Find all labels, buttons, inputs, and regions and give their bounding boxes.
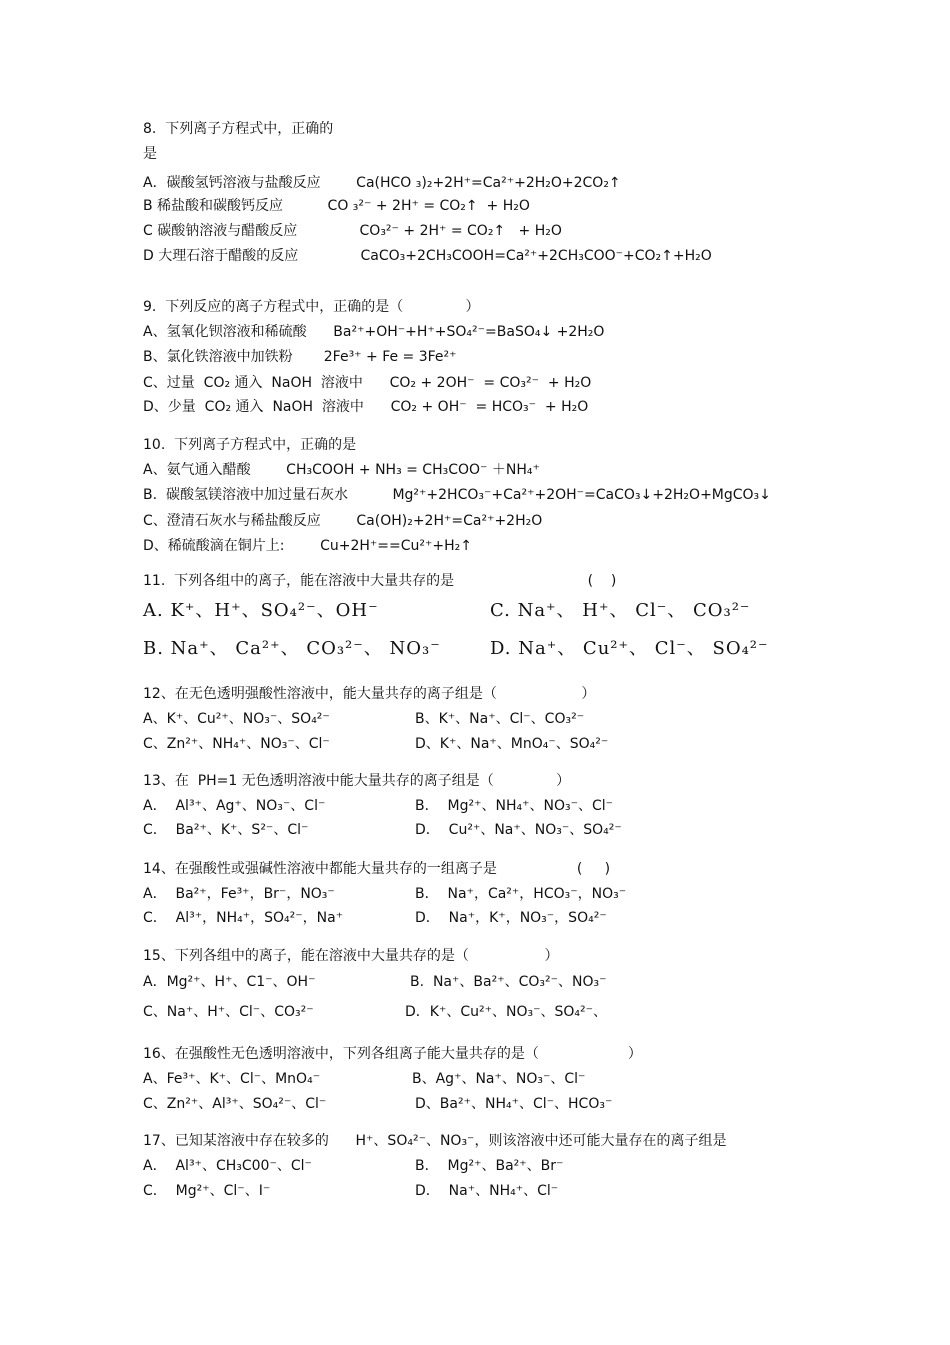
q15-option-c: C、Na⁺、H⁺、Cl⁻、CO₃²⁻ [143,1004,314,1020]
q16-option-b: B、Ag⁺、Na⁺、NO₃⁻、Cl⁻ [412,1071,586,1087]
q15-option-d: D．K⁺、Cu²⁺、NO₃⁻、SO₄²⁻、 [405,1004,608,1020]
q13-option-b: B． Mg²⁺、NH₄⁺、NO₃⁻、Cl⁻ [415,798,614,814]
q9-stem: 9. 下列反应的离子方程式中，正确的是（ ） [143,299,480,315]
q17-option-a: A． Al³⁺、CH₃C00⁻、Cl⁻ [143,1158,312,1174]
q16-stem: 16、在强酸性无色透明溶液中，下列各组离子能大量共存的是（ ） [143,1046,642,1062]
q9-option-b: B、氯化铁溶液中加铁粉 2Fe³⁺ + Fe = 3Fe²⁺ [143,349,457,365]
q8-option-b: B 稀盐酸和碳酸钙反应 CO ₃²⁻ + 2H⁺ = CO₂↑ + H₂O [143,198,530,214]
q12-option-c: C、Zn²⁺、NH₄⁺、NO₃⁻、Cl⁻ [143,736,330,752]
q12-stem: 12、在无色透明强酸性溶液中，能大量共存的离子组是（ ） [143,686,596,702]
q11-option-c: C. Na⁺、 H⁺、 Cl⁻、 CO₃²⁻ [490,600,751,621]
q10-option-c: C、澄清石灰水与稀盐酸反应 Ca(OH)₂+2H⁺=Ca²⁺+2H₂O [143,513,543,529]
q11-option-a: A. K⁺、H⁺、SO₄²⁻、OH⁻ [143,600,379,621]
q16-option-c: C、Zn²⁺、Al³⁺、SO₄²⁻、Cl⁻ [143,1096,327,1112]
q10-option-d: D、稀硫酸滴在铜片上: Cu+2H⁺==Cu²⁺+H₂↑ [143,538,473,554]
q17-option-b: B． Mg²⁺、Ba²⁺、Br⁻ [415,1158,564,1174]
q13-option-c: C． Ba²⁺、K⁺、S²⁻、Cl⁻ [143,822,309,838]
q16-option-a: A、Fe³⁺、K⁺、Cl⁻、MnO₄⁻ [143,1071,321,1087]
q12-option-d: D、K⁺、Na⁺、MnO₄⁻、SO₄²⁻ [415,736,609,752]
q13-option-a: A． Al³⁺、Ag⁺、NO₃⁻、Cl⁻ [143,798,326,814]
q14-option-a: A． Ba²⁺，Fe³⁺，Br⁻，NO₃⁻ [143,886,335,902]
q12-option-a: A、K⁺、Cu²⁺、NO₃⁻、SO₄²⁻ [143,711,330,727]
q15-option-b: B. Na⁺、Ba²⁺、CO₃²⁻、NO₃⁻ [410,974,607,990]
q12-option-b: B、K⁺、Na⁺、Cl⁻、CO₃²⁻ [415,711,585,727]
q13-stem: 13、在 PH=1 无色透明溶液中能大量共存的离子组是（ ） [143,773,571,789]
q13-option-d: D． Cu²⁺、Na⁺、NO₃⁻、SO₄²⁻ [415,822,622,838]
q14-stem: 14、在强酸性或强碱性溶液中都能大量共存的一组离子是 ( ) [143,861,611,877]
q11-stem: 11. 下列各组中的离子，能在溶液中大量共存的是 ( ) [143,573,617,589]
q9-option-c: C、过量 CO₂ 通入 NaOH 溶液中 CO₂ + 2OH⁻ = CO₃²⁻ + H₂O [143,375,592,391]
q17-option-d: D． Na⁺、NH₄⁺、Cl⁻ [415,1183,559,1199]
q14-option-c: C． Al³⁺，NH₄⁺，SO₄²⁻，Na⁺ [143,910,344,926]
q8-option-c: C 碳酸钠溶液与醋酸反应 CO₃²⁻ + 2H⁺ = CO₂↑ + H₂O [143,223,562,239]
q9-option-a: A、氢氧化钡溶液和稀硫酸 Ba²⁺+OH⁻+H⁺+SO₄²⁻=BaSO₄↓ +2H₂O [143,324,605,340]
q17-option-c: C． Mg²⁺、Cl⁻、I⁻ [143,1183,271,1199]
q14-option-d: D． Na⁺，K⁺，NO₃⁻，SO₄²⁻ [415,910,607,926]
q15-stem: 15、下列各组中的离子，能在溶液中大量共存的是（ ） [143,948,559,964]
q16-option-d: D、Ba²⁺、NH₄⁺、Cl⁻、HCO₃⁻ [415,1096,613,1112]
q8-stem-continued: 是 [143,146,157,162]
q9-option-d: D、少量 CO₂ 通入 NaOH 溶液中 CO₂ + OH⁻ = HCO₃⁻ + H₂O [143,399,589,415]
q8-option-d: D 大理石溶于醋酸的反应 CaCO₃+2CH₃COOH=Ca²⁺+2CH₃COO⁻+CO₂↑+H₂O [143,248,712,264]
q10-stem: 10. 下列离子方程式中，正确的是 [143,437,357,453]
q17-stem: 17、已知某溶液中存在较多的 H⁺、SO₄²⁻、NO₃⁻，则该溶液中还可能大量存在的离子组是 [143,1133,727,1149]
q11-option-d: D. Na⁺、 Cu²⁺、 Cl⁻、 SO₄²⁻ [490,638,769,659]
q15-option-a: A．Mg²⁺、H⁺、C1⁻、OH⁻ [143,974,316,990]
q8-option-a: A．碳酸氢钙溶液与盐酸反应 Ca(HCO ₃)₂+2H⁺=Ca²⁺+2H₂O+2CO₂↑ [143,175,621,191]
q10-option-b: B. 碳酸氢镁溶液中加过量石灰水 Mg²⁺+2HCO₃⁻+Ca²⁺+2OH⁻=CaCO₃↓+2H₂O+MgCO₃↓ [143,487,771,503]
q11-option-b: B. Na⁺、 Ca²⁺、 CO₃²⁻、 NO₃⁻ [143,638,441,659]
q10-option-a: A、氨气通入醋酸 CH₃COOH + NH₃ = CH₃COO⁻ ＋NH₄⁺ [143,462,540,478]
q8-stem: 8. 下列离子方程式中，正确的 [143,121,334,137]
q14-option-b: B． Na⁺，Ca²⁺，HCO₃⁻，NO₃⁻ [415,886,627,902]
